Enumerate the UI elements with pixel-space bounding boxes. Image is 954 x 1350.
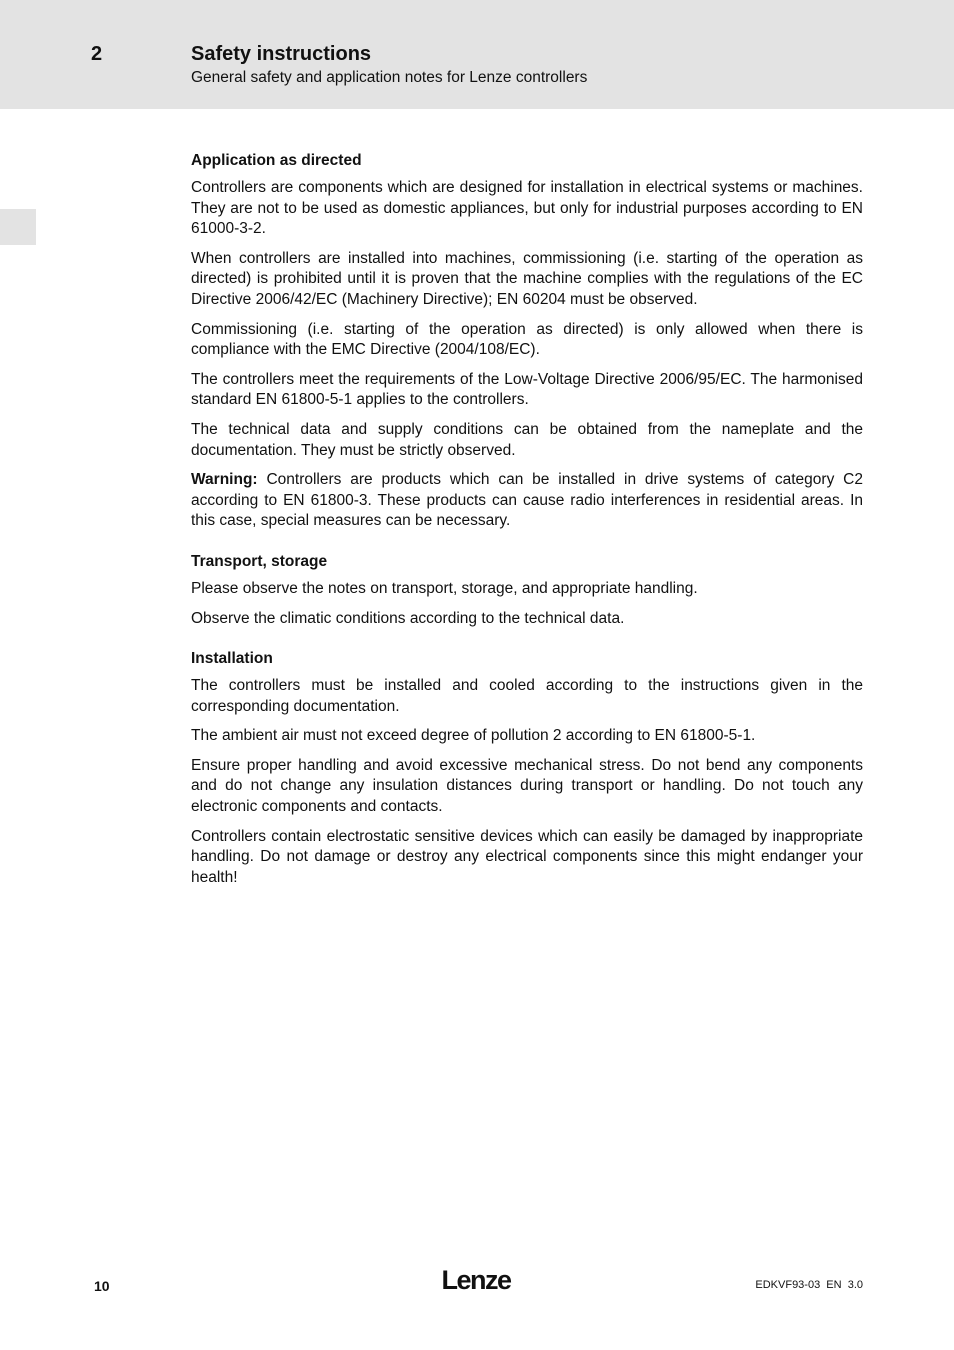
section-heading: Installation [191, 650, 273, 668]
warning-paragraph [191, 470, 863, 532]
paragraph: Please observe the notes on transport, storage, and appropriate handling. [191, 579, 698, 597]
section-heading: Application as directed [191, 152, 362, 169]
paragraph: Ensure proper handling and avoid excessive mechanical stress. Do not bend any components and do not change any insulation distances during transport or handling. Do not touch any electronic components and contacts. [191, 756, 863, 816]
paragraph: The ambient air must not exceed degree of pollution 2 according to EN 61800-5-1. [191, 727, 756, 745]
warning-text: Controllers are products which can be installed in drive systems of category C2 according to EN 61800-3. These products can cause radio interferences in residential areas. In this case, special measures can be necessary. [191, 471, 863, 530]
chapter-subtitle: General safety and application notes for Lenze controllers [191, 69, 588, 86]
section-installation [191, 648, 863, 888]
paragraph: Commissioning (i.e. starting of the operation as directed) is only allowed when there is compliance with the EMC Directive (2004/108/EC). [191, 320, 863, 359]
chapter-number: 2 [91, 43, 103, 65]
chapter-title: Safety instructions [191, 43, 372, 65]
paragraph: The technical data and supply conditions can be obtained from the nameplate and the documentation. They must be strictly observed. [191, 420, 863, 459]
lenze-logo-text: Lenze [441, 1265, 511, 1294]
warning-label: Warning: [191, 471, 258, 489]
paragraph: Controllers are components which are designed for installation in electrical systems or machines. They are not to be used as domestic appliances, but only for industrial purposes according to EN 61000-3-2. [191, 179, 863, 238]
section-transport-storage [191, 551, 863, 629]
document-id: EDKVF93-03 EN 3.0 [755, 1279, 863, 1291]
paragraph: Observe the climatic conditions according to the technical data. [191, 609, 625, 627]
paragraph: The controllers must be installed and cooled according to the instructions given in the corresponding documentation. [191, 677, 863, 715]
chapter-header-band [0, 0, 954, 109]
section-heading: Transport, storage [191, 552, 328, 570]
page-number: 10 [94, 1278, 110, 1294]
paragraph: When controllers are installed into machines, commissioning (i.e. starting of the operation as directed) is prohibited until it is proven that the machine complies with the regulations of the EC Directive 2006/42/EC (Machinery Directive); EN 60204 must be observed. [191, 249, 863, 308]
paragraph: Controllers contain electrostatic sensitive devices which can easily be damaged by inappropriate handling. Do not damage or destroy any electrical components since this might endanger your health! [191, 827, 863, 886]
paragraph: The controllers meet the requirements of the Low-Voltage Directive 2006/95/EC. The harmonised standard EN 61800-5-1 applies to the controllers. [191, 370, 863, 409]
lenze-logo [436, 1264, 516, 1294]
chapter-side-tab [0, 209, 36, 245]
section-application-as-directed [191, 150, 863, 532]
page-content [191, 150, 863, 897]
